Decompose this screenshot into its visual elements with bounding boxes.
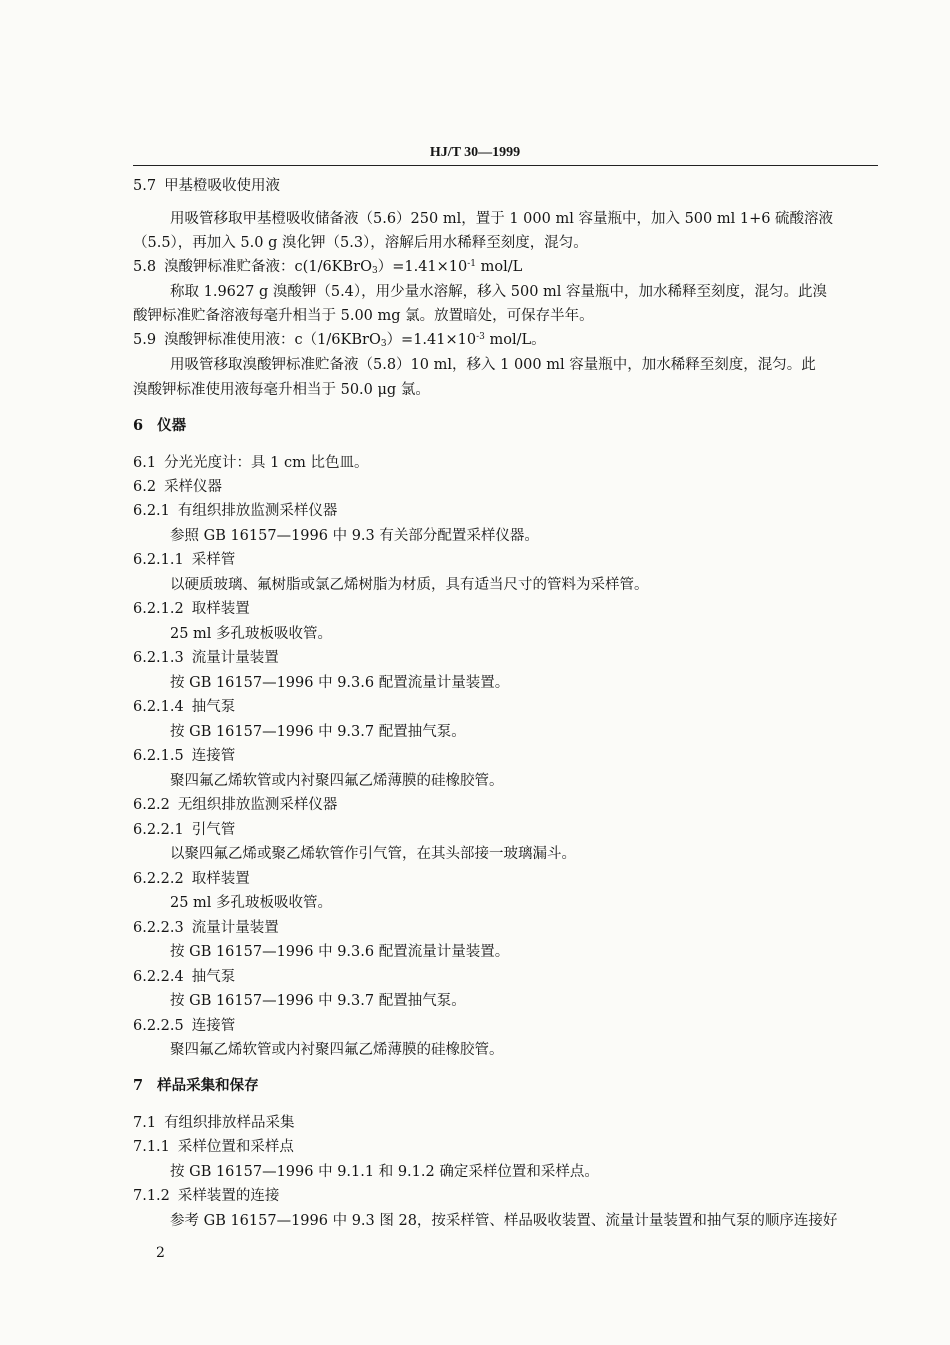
paragraph-line: 参照 GB 16157—1996 中 9.3 有关部分配置采样仪器。 [170,528,539,544]
section-5-8: 5.8 溴酸钾标准贮备液：$c(1/6KBrO_3)=1.41\times 10^{-1}$ mol/L [133,259,523,276]
section-7-1-1: 7.1.1 采样位置和采样点 [133,1139,294,1155]
section-6-2-2-4: 6.2.2.4 抽气泵 [133,969,236,985]
section-5-9: 5.9 溴酸钾标准使用液：$c(1/6KBrO_3)=1.41\times 10^{-3}$ mol/L。 [133,332,546,349]
paragraph-line: 酸钾标准贮备溶液每毫升相当于 5.00 mg 氯。放置暗处，可保存半年。 [133,308,594,324]
paragraph-line: 25 ml 多孔玻板吸收管。 [170,895,333,911]
section-7-1: 7.1 有组织排放样品采集 [133,1115,295,1131]
paragraph-line: 聚四氟乙烯软管或内衬聚四氟乙烯薄膜的硅橡胶管。 [170,1042,504,1058]
paragraph-line: 用吸管移取甲基橙吸收储备液（5.6）250 ml，置于 1 000 ml 容量瓶中，加入 500 ml 1+6 硫酸溶液 [170,211,834,227]
section-6-1: 6.1 分光光度计：具 1 cm 比色皿。 [133,455,369,471]
paragraph-line: 以硬质玻璃、氟树脂或氯乙烯树脂为材质，具有适当尺寸的管料为采样管。 [170,577,649,593]
paragraph-line: 用吸管移取溴酸钾标准贮备液（5.8）10 ml，移入 1 000 ml 容量瓶中，加水稀释至刻度，混匀。此 [170,357,816,373]
section-6-2-1: 6.2.1 有组织排放监测采样仪器 [133,503,338,519]
section-6-2: 6.2 采样仪器 [133,479,223,495]
section-6-2-2: 6.2.2 无组织排放监测采样仪器 [133,797,338,813]
section-5-7: 5.7 甲基橙吸收使用液 [133,178,281,194]
page-header: HJ/T 30—1999 [429,145,521,160]
section-6-2-2-5: 6.2.2.5 连接管 [133,1018,236,1034]
paragraph-line: 按 GB 16157—1996 中 9.3.7 配置抽气泵。 [170,993,466,1009]
section-7-1-2: 7.1.2 采样装置的连接 [133,1188,280,1204]
page-number: 2 [156,1245,165,1261]
paragraph-line: 称取 1.9627 g 溴酸钾（5.4），用少量水溶解，移入 500 ml 容量瓶中，加水稀释至刻度，混匀。此溴 [170,284,828,300]
section-6-2-1-1: 6.2.1.1 采样管 [133,552,236,568]
section-6-2-2-2: 6.2.2.2 取样装置 [133,871,250,887]
paragraph-line: 参考 GB 16157—1996 中 9.3 图 28，按采样管、样品吸收装置、流量计量装置和抽气泵的顺序连接好 [170,1213,838,1229]
paragraph-line: 25 ml 多孔玻板吸收管。 [170,626,333,642]
paragraph-line: （5.5），再加入 5.0 g 溴化钾（5.3），溶解后用水稀释至刻度，混匀。 [133,235,588,251]
paragraph-line: 按 GB 16157—1996 中 9.3.6 配置流量计量装置。 [170,675,510,691]
section-6-2-2-3: 6.2.2.3 流量计量装置 [133,920,279,936]
section-6-2-2-1: 6.2.2.1 引气管 [133,822,236,838]
paragraph-line: 按 GB 16157—1996 中 9.3.7 配置抽气泵。 [170,724,466,740]
paragraph-line: 按 GB 16157—1996 中 9.3.6 配置流量计量装置。 [170,944,510,960]
paragraph-line: 聚四氟乙烯软管或内衬聚四氟乙烯薄膜的硅橡胶管。 [170,773,504,789]
section-6-2-1-5: 6.2.1.5 连接管 [133,748,236,764]
paragraph-line: 按 GB 16157—1996 中 9.1.1 和 9.1.2 确定采样位置和采样点。 [170,1164,599,1180]
section-6-2-1-2: 6.2.1.2 取样装置 [133,601,250,617]
chapter-6-heading: 6 仪器 [133,417,187,434]
section-6-2-1-3: 6.2.1.3 流量计量装置 [133,650,279,666]
header-rule [133,165,878,166]
paragraph-line: 以聚四氟乙烯或聚乙烯软管作引气管，在其头部接一玻璃漏斗。 [170,846,576,862]
section-6-2-1-4: 6.2.1.4 抽气泵 [133,699,236,715]
chapter-7-heading: 7 样品采集和保存 [133,1077,259,1094]
paragraph-line: 溴酸钾标准使用液每毫升相当于 50.0 μg 氯。 [133,382,430,398]
